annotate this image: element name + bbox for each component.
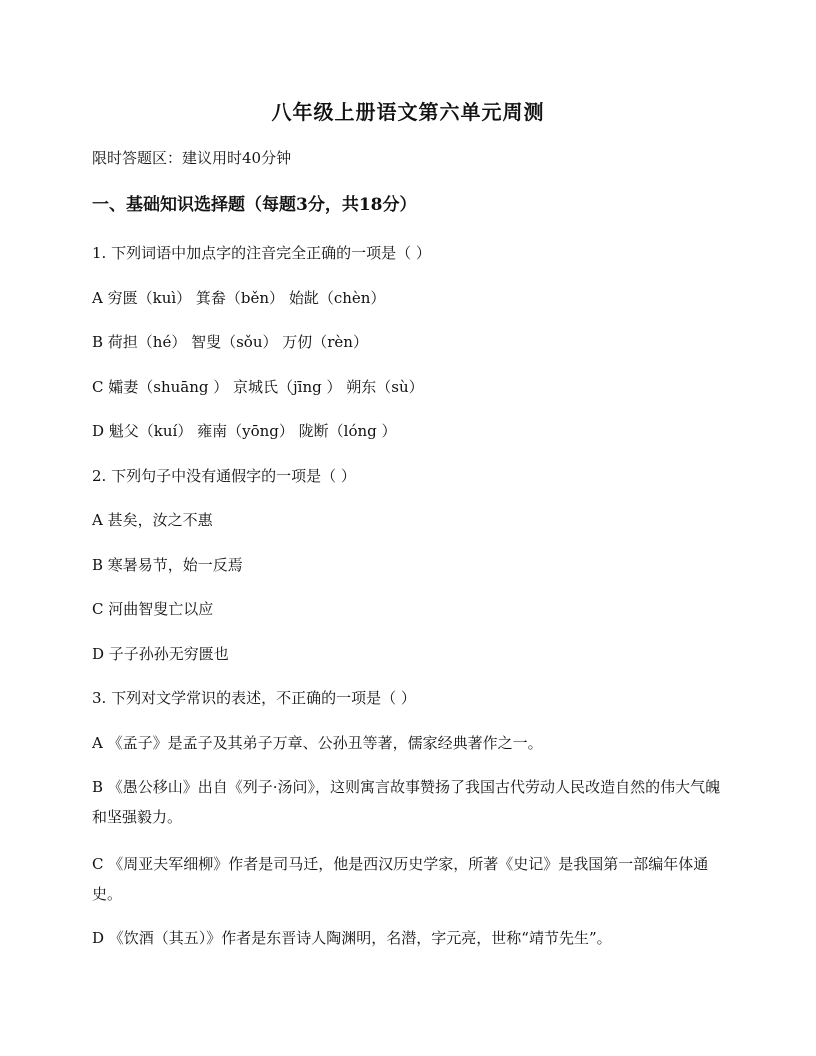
time-note: 限时答题区：建议用时40分钟 — [92, 149, 292, 167]
question-2-option-d: D 子子孙孙无穷匮也 — [92, 645, 229, 663]
question-3-stem: 3. 下列对文学常识的表述，不正确的一项是（ ） — [92, 689, 416, 707]
page-title: 八年级上册语文第六单元周测 — [271, 100, 545, 124]
question-3-option-a: A 《孟子》是孟子及其弟子万章、公孙丑等著，儒家经典著作之一。 — [92, 734, 543, 752]
question-2-option-b: B 寒暑易节，始一反焉 — [92, 556, 243, 574]
question-3-option-b: B 《愚公移山》出自《列子·汤问》，这则寓言故事赞扬了我国古代劳动人民改造自然的伟大气魄和坚强毅力。 — [92, 778, 721, 826]
question-3-option-d: D 《饮酒（其五）》作者是东晋诗人陶渊明，名潜，字元亮，世称“靖节先生”。 — [92, 929, 612, 947]
question-2-option-c: C 河曲智叟亡以应 — [92, 600, 214, 618]
question-1-option-d: D 魁父（kuí） 雍南（yōng） 陇断（lóng ） — [92, 422, 397, 440]
question-1-stem: 1. 下列词语中加点字的注音完全正确的一项是（ ） — [92, 244, 431, 262]
question-3-option-c: C 《周亚夫军细柳》作者是司马迁，他是西汉历史学家，所著《史记》是我国第一部编年体通史。 — [92, 855, 709, 903]
question-1-option-b: B 荷担（hé） 智叟（sǒu） 万仞（rèn） — [92, 333, 368, 351]
question-1-option-c: C 孀妻（shuāng ） 京城氏（jīng ） 朔东（sù） — [92, 378, 424, 396]
question-1-option-a: A 穷匮（kuì） 箕畚（běn） 始龀（chèn） — [92, 289, 386, 307]
section-heading: 一、基础知识选择题（每题3分，共18分） — [92, 195, 417, 215]
question-2-stem: 2. 下列句子中没有通假字的一项是（ ） — [92, 467, 356, 485]
question-2-option-a: A 甚矣，汝之不惠 — [92, 511, 213, 529]
